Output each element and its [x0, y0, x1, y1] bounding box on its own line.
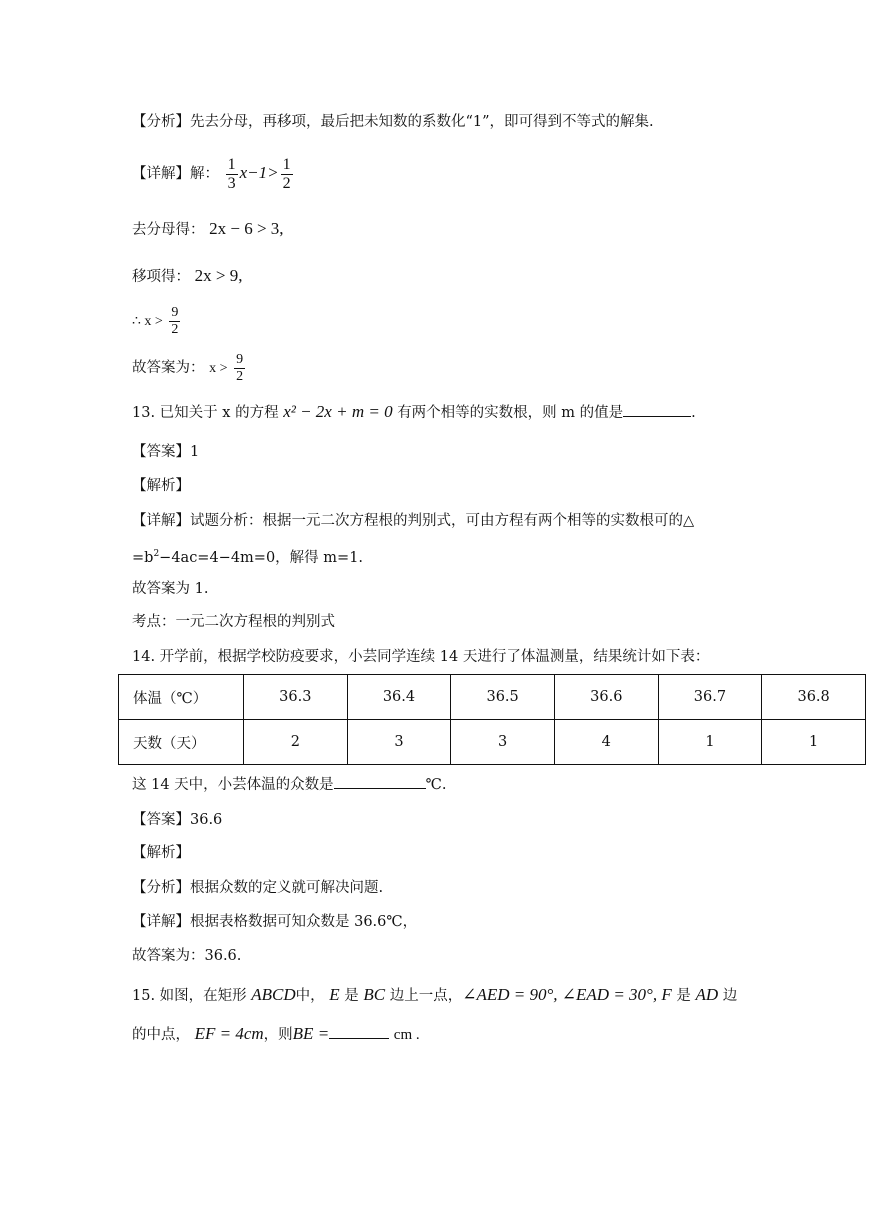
question-end: .: [691, 405, 696, 421]
q15-line-2: [132, 1024, 420, 1045]
step-label: 移项得：: [132, 269, 190, 285]
q13-jiexi: 【解析】: [132, 478, 190, 494]
question-text: 这 14 天中，小芸体温的众数是: [132, 777, 334, 793]
math-expression: BE =: [292, 1024, 330, 1043]
math-symbol: BC: [363, 985, 386, 1004]
answer-blank: [623, 402, 691, 417]
q14-stem: 14. 开学前，根据学校防疫要求，小芸同学连续 14 天进行了体温测量，结果统计如下表：: [132, 649, 710, 665]
fraction-numerator: 1: [227, 155, 236, 173]
q14-final: 故答案为：36.6.: [132, 948, 242, 964]
answer-blank: [334, 774, 426, 789]
q13-detail-2: [132, 544, 363, 568]
q13-detail-1: 【详解】试题分析：根据一元二次方程根的判别式，可由方程有两个相等的实数根可的△: [132, 513, 695, 529]
q12-step-result: [132, 301, 182, 342]
detail-prefix: 解：: [190, 166, 219, 182]
table-row: [119, 675, 866, 720]
q12-answer-line: [132, 348, 247, 389]
q14-question: [132, 774, 447, 795]
q13-kaodian: 考点：一元二次方程根的判别式: [132, 614, 335, 630]
q12-step-denominator: [132, 219, 284, 240]
table-cell: 36.4: [347, 675, 451, 720]
question-text: 中，: [295, 988, 325, 1004]
fraction-nine-halves: [234, 352, 245, 385]
fraction-one-third: [226, 156, 238, 193]
question-text: 的中点，: [132, 1027, 190, 1043]
detail-text: −4ac=4−4m=0，解得 m=1.: [159, 549, 364, 566]
q14-analysis: 【分析】根据众数的定义就可解决问题.: [132, 880, 384, 896]
table-cell: 36.7: [658, 675, 762, 720]
step-label: 去分母得：: [132, 222, 205, 238]
fraction-numerator: 1: [282, 155, 291, 173]
math-symbol: ABCD: [251, 985, 296, 1004]
q13-final: 故答案为 1.: [132, 581, 209, 597]
question-text: 边: [722, 988, 738, 1004]
q14-jiexi: 【解析】: [132, 845, 190, 861]
equation: x² − 2x + m = 0: [283, 402, 393, 421]
question-text: 是: [676, 988, 691, 1004]
table-header-cell: 天数（天）: [119, 720, 244, 765]
table-row: [119, 720, 866, 765]
math-symbol: E: [329, 985, 340, 1004]
question-text: 15. 如图，在矩形: [132, 988, 247, 1004]
table-cell: 3: [451, 720, 555, 765]
question-text: ，则: [263, 1027, 293, 1043]
table-cell: 4: [554, 720, 658, 765]
table-cell: 36.5: [451, 675, 555, 720]
fraction-numerator: 9: [171, 304, 179, 320]
table-cell: 1: [762, 720, 866, 765]
q12-step-transpose: [132, 266, 242, 287]
q12-analysis-line: [132, 112, 654, 132]
table-cell: 36.8: [762, 675, 866, 720]
step-expression: 2x > 9,: [194, 266, 243, 285]
math-symbol: AD: [695, 985, 719, 1004]
fraction-denominator: 2: [236, 368, 244, 384]
question-end: ℃.: [425, 777, 447, 793]
fraction-denominator: 2: [171, 321, 179, 337]
question-text: 13. 已知关于 x 的方程: [132, 405, 279, 421]
math-expression: ∠AED = 90°, ∠EAD = 30°, F: [462, 985, 672, 1004]
q15-line-1: [132, 985, 737, 1006]
math-expression: EF = 4cm: [194, 1024, 264, 1043]
table-cell: 3: [347, 720, 451, 765]
fraction-numerator: 9: [236, 351, 244, 367]
question-text: 是: [344, 988, 359, 1004]
answer-blank: [329, 1024, 389, 1039]
q13-stem: [132, 402, 696, 423]
detail-label: 【详解】: [132, 166, 190, 182]
fraction-nine-halves: [169, 305, 180, 338]
table-header-cell: 体温（℃）: [119, 675, 244, 720]
step-expression: ∴ x >: [132, 314, 163, 329]
unit-text: cm .: [393, 1027, 420, 1043]
analysis-text: 先去分母，再移项，最后把未知数的系数化“1”，即可得到不等式的解集.: [190, 114, 654, 130]
temperature-table: [118, 674, 866, 765]
analysis-label: 【分析】: [132, 114, 190, 130]
q14-detail: 【详解】根据表格数据可知众数是 36.6℃，: [132, 914, 418, 930]
fraction-denominator: 2: [282, 174, 291, 192]
inequality-middle: x−1>: [239, 163, 279, 182]
q14-answer: 【答案】36.6: [132, 812, 223, 828]
fraction-denominator: 3: [227, 174, 236, 192]
question-text: 边上一点，: [389, 988, 463, 1004]
table-cell: 2: [244, 720, 348, 765]
answer-expression: x >: [209, 361, 228, 376]
fraction-one-half: [281, 156, 293, 193]
superscript: 2: [153, 549, 160, 559]
table-cell: 36.3: [244, 675, 348, 720]
table-cell: 1: [658, 720, 762, 765]
q12-detail-line: [132, 153, 295, 194]
step-expression: 2x − 6 > 3,: [209, 219, 284, 238]
table-cell: 36.6: [554, 675, 658, 720]
question-text: 有两个相等的实数根，则 m 的值是: [397, 405, 624, 421]
answer-label: 故答案为：: [132, 360, 205, 376]
detail-text: =b: [132, 549, 154, 566]
q13-answer: 【答案】1: [132, 444, 200, 460]
